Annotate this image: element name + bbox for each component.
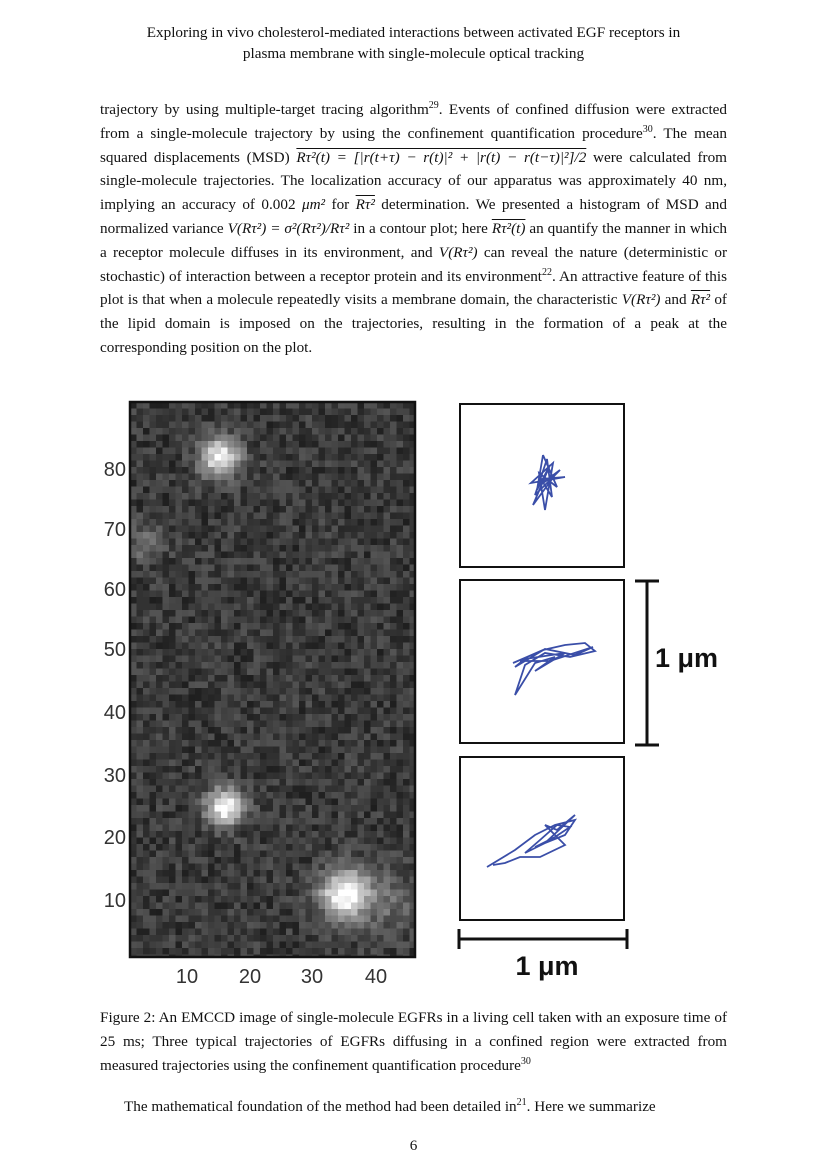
y-tick: 30 bbox=[103, 765, 126, 787]
y-tick: 10 bbox=[103, 890, 126, 912]
body-paragraph bbox=[100, 98, 727, 360]
x-axis-ticks bbox=[176, 966, 387, 988]
scale-label-vertical: 1 μm bbox=[655, 643, 719, 673]
y-tick: 50 bbox=[103, 639, 126, 661]
math-rt: Rτ²(t) bbox=[491, 219, 526, 237]
x-tick: 40 bbox=[364, 966, 388, 988]
y-tick: 70 bbox=[103, 519, 126, 541]
citation-30: 30 bbox=[642, 123, 653, 135]
y-tick: 20 bbox=[103, 827, 126, 849]
text-segment: trajectory by using multiple-target tracing algorithm bbox=[100, 101, 429, 118]
text-segment: . An attractive feature of this plot is that when a molecule repeatedly visits a membrane domain, the characteristic bbox=[100, 267, 728, 309]
text-segment: . Events of confined diffusion were extracted from a single-molecule trajectory by using the confinement quantification procedure bbox=[100, 101, 728, 142]
y-tick: 60 bbox=[103, 579, 126, 601]
math-r2: Rτ² bbox=[355, 196, 375, 214]
math-vr: V(Rτ²) bbox=[621, 291, 661, 309]
running-header bbox=[100, 22, 727, 64]
math-r2: Rτ² bbox=[690, 291, 711, 309]
citation-30: 30 bbox=[520, 1055, 531, 1067]
text-segment: for bbox=[325, 196, 356, 214]
text-segment: can reveal the nature (deterministic or stochastic) of interaction between a receptor protein and its environment bbox=[100, 243, 727, 285]
y-tick: 40 bbox=[103, 702, 126, 724]
text-segment: . Here we summarize bbox=[526, 1098, 656, 1115]
x-tick: 20 bbox=[238, 966, 262, 988]
text-segment: determination. We presented a histogram of MSD and normalized variance bbox=[100, 196, 727, 237]
citation-21: 21 bbox=[516, 1096, 527, 1108]
y-axis-ticks bbox=[104, 459, 126, 912]
scale-label-horizontal: 1 μm bbox=[515, 951, 579, 981]
header-line-2: plasma membrane with single-molecule optical tracking bbox=[242, 45, 585, 62]
header-line-1: Exploring in vivo cholesterol-mediated interactions between activated EGF receptors in bbox=[146, 24, 681, 41]
text-segment: and bbox=[660, 291, 691, 309]
text-segment: an quantify the manner in which a receptor molecule diffuses in its environment, and bbox=[100, 219, 727, 261]
figure-svg bbox=[95, 395, 735, 995]
y-tick: 80 bbox=[103, 459, 126, 481]
text-segment: in a contour plot; here bbox=[349, 219, 492, 237]
msd-formula: Rτ²(t) = [|r(t+τ) − r(t)|² + |r(t) − r(t−τ)|²]/2 bbox=[296, 148, 587, 166]
math-vr: V(Rτ²) bbox=[438, 243, 478, 261]
text-segment: The mathematical foundation of the method had been detailed in bbox=[124, 1098, 517, 1115]
citation-29: 29 bbox=[428, 99, 439, 111]
x-tick: 10 bbox=[175, 966, 199, 988]
caption-text: Figure 2: An EMCCD image of single-molecule EGFRs in a living cell taken with an exposure time of 25 ms; Three typical trajectories of EGFRs diffusing in a confined region were extracted from measured trajectories using the confinement quantification procedure bbox=[100, 1009, 727, 1074]
text-segment: were calculated from single-molecule trajectories. The localization accuracy of our apparatus was approximately 40 nm, implying an accuracy of 0.002 bbox=[100, 148, 727, 214]
x-tick: 30 bbox=[300, 966, 324, 988]
text-segment: of the lipid domain is imposed on the trajectories, resulting in the formation of a peak at the corresponding position on the plot. bbox=[100, 291, 727, 356]
body-paragraph-2 bbox=[100, 1095, 727, 1119]
figure-2 bbox=[95, 395, 735, 995]
citation-22: 22 bbox=[542, 266, 553, 278]
unit-um2: μm² bbox=[301, 196, 326, 214]
text-segment: . The mean squared displacements (MSD) bbox=[100, 124, 727, 166]
variance-formula: V(Rτ²) = σ²(Rτ²)/Rτ² bbox=[227, 219, 350, 237]
figure-caption bbox=[100, 1006, 727, 1077]
page-number: 6 bbox=[409, 1137, 418, 1154]
emccd-image bbox=[130, 402, 415, 957]
